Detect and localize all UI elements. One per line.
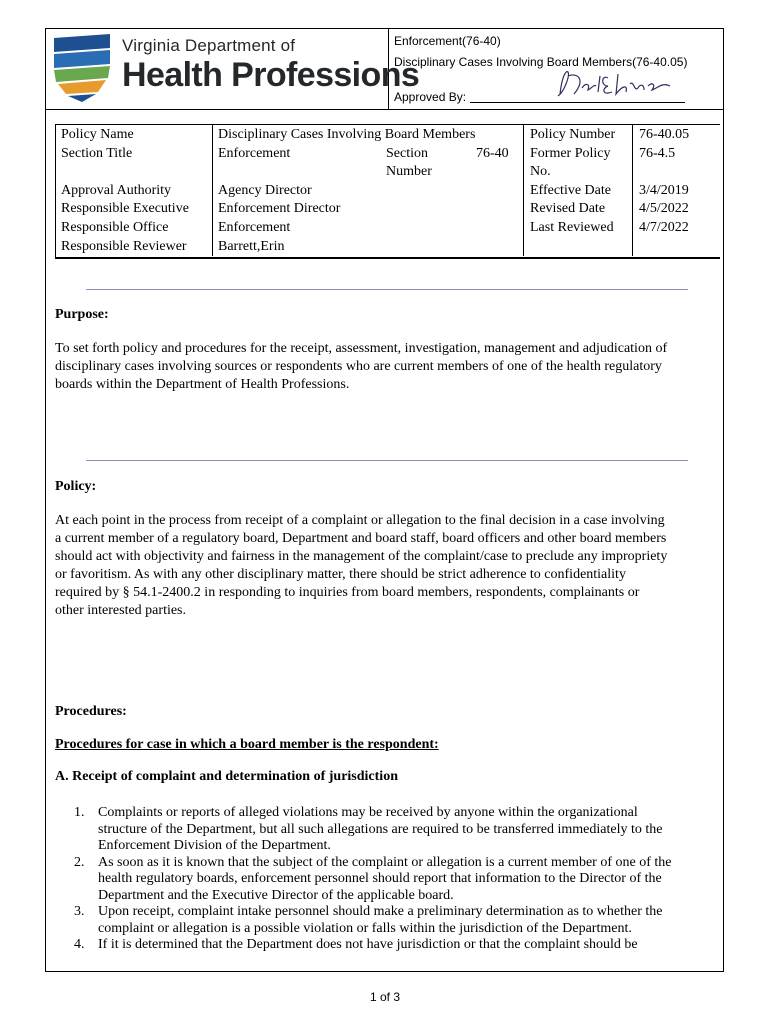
list-item-line: Complaints or reports of alleged violations may be received by anyone within the organizational (98, 805, 638, 820)
label-policy-number: Policy Number (530, 127, 616, 142)
procedures-subheading: Procedures for case in which a board member is the respondent: (55, 737, 439, 752)
list-item (74, 904, 719, 937)
list-item-number: 4. (74, 937, 85, 952)
value-section-title: Enforcement (218, 146, 291, 161)
label-policy-name: Policy Name (61, 127, 134, 142)
policy-paragraph (55, 512, 715, 620)
list-item-number: 1. (74, 805, 85, 820)
value-last-reviewed: 4/7/2022 (639, 220, 689, 235)
list-item-line: If it is determined that the Department does not have jurisdiction or that the complaint should be (98, 937, 638, 952)
label-responsible-office: Responsible Office (61, 220, 169, 235)
label-revised-date: Revised Date (530, 201, 606, 216)
meta-vline-2 (523, 124, 524, 256)
header-policy-title: Disciplinary Cases Involving Board Members(76-40.05) (394, 55, 688, 69)
label-former-policy-no: No. (530, 164, 551, 179)
list-item (74, 805, 719, 855)
purpose-line: disciplinary cases involving sources or respondents who are current members of one of the health regulatory (55, 359, 662, 374)
label-last-reviewed: Last Reviewed (530, 220, 614, 235)
meta-vline-3 (632, 124, 633, 256)
logo-line1: Virginia Department of (122, 36, 296, 55)
policy-line: At each point in the process from receipt of a complaint or allegation to the final decision in a case involving (55, 513, 665, 528)
purpose-line: boards within the Department of Health Professions. (55, 377, 350, 392)
value-former-policy-no: 76-4.5 (639, 146, 676, 161)
value-responsible-reviewer: Barrett,Erin (218, 239, 285, 254)
procedures-heading: Procedures: (55, 704, 127, 719)
header-approved-by: Approved By: (394, 90, 467, 104)
value-policy-name: Disciplinary Cases Involving Board Members (218, 127, 476, 142)
signature-icon (552, 66, 682, 102)
procedures-list (74, 805, 719, 954)
label-approval-authority: Approval Authority (61, 183, 172, 198)
list-item (74, 937, 719, 954)
label-former-policy: Former Policy (530, 146, 611, 161)
divider-rule (86, 460, 688, 461)
list-item-line: Enforcement Division of the Department. (98, 838, 331, 853)
policy-line: a current member of a regulatory board, Department and board staff, board officers and other board members (55, 531, 667, 546)
dhp-logo (52, 32, 420, 104)
policy-line: should act with objectivity and fairness in the management of the complaint/case to preclude any impropriety (55, 549, 668, 564)
list-item-line: Department and the Executive Director of the applicable board. (98, 887, 454, 903)
value-approval-authority: Agency Director (218, 183, 312, 198)
value-responsible-executive: Enforcement Director (218, 201, 341, 216)
list-item-line: As soon as it is known that the subject of the complaint or allegation is a current member of one of the (98, 854, 672, 870)
header-enforcement: Enforcement(76-40) (394, 34, 501, 48)
policy-heading: Policy: (55, 479, 97, 494)
purpose-line: To set forth policy and procedures for the receipt, assessment, investigation, management and adjudication of (55, 341, 668, 356)
logo-line2: Health Professions (122, 56, 420, 94)
meta-vline-1 (212, 124, 213, 256)
section-a-heading: A. Receipt of complaint and determination of jurisdiction (55, 769, 398, 784)
page-number: 1 of 3 (369, 990, 401, 1004)
divider-rule (86, 289, 688, 290)
value-responsible-office: Enforcement (218, 220, 291, 235)
purpose-heading: Purpose: (55, 307, 109, 322)
label-effective-date: Effective Date (530, 183, 611, 198)
list-item-line: health regulatory boards, enforcement personnel should report that information to the Director of the (98, 871, 662, 886)
value-policy-number: 76-40.05 (639, 127, 690, 142)
label-section-title: Section Title (61, 146, 133, 161)
policy-line: other interested parties. (55, 603, 187, 618)
label-section-number-1: Section (386, 146, 428, 161)
purpose-paragraph (55, 340, 715, 394)
value-effective-date: 3/4/2019 (639, 183, 689, 198)
label-responsible-executive: Responsible Executive (61, 201, 189, 216)
policy-line: required by § 54.1-2400.2 in responding to inquiries from board members, respondents, complainants or (55, 585, 640, 600)
list-item (74, 855, 719, 905)
approved-by-line (470, 102, 685, 103)
list-item-number: 2. (74, 854, 85, 870)
logo-emblem-icon (52, 32, 116, 102)
label-section-number-2: Number (386, 164, 432, 179)
list-item-number: 3. (74, 904, 85, 919)
label-responsible-reviewer: Responsible Reviewer (61, 239, 187, 254)
value-section-number: 76-40 (476, 146, 509, 161)
list-item-line: structure of the Department, but all such allegations are required to be transferred immediately to the (98, 821, 663, 837)
value-revised-date: 4/5/2022 (639, 201, 689, 216)
list-item-line: complaint or allegation is a possible violation or falls within the jurisdiction of the Department. (98, 920, 632, 936)
policy-line: or favoritism. As with any other disciplinary matter, there should be strict adherence to confidentiality (55, 567, 626, 582)
list-item-line: Upon receipt, complaint intake personnel should make a preliminary determination as to whether the (98, 904, 663, 919)
